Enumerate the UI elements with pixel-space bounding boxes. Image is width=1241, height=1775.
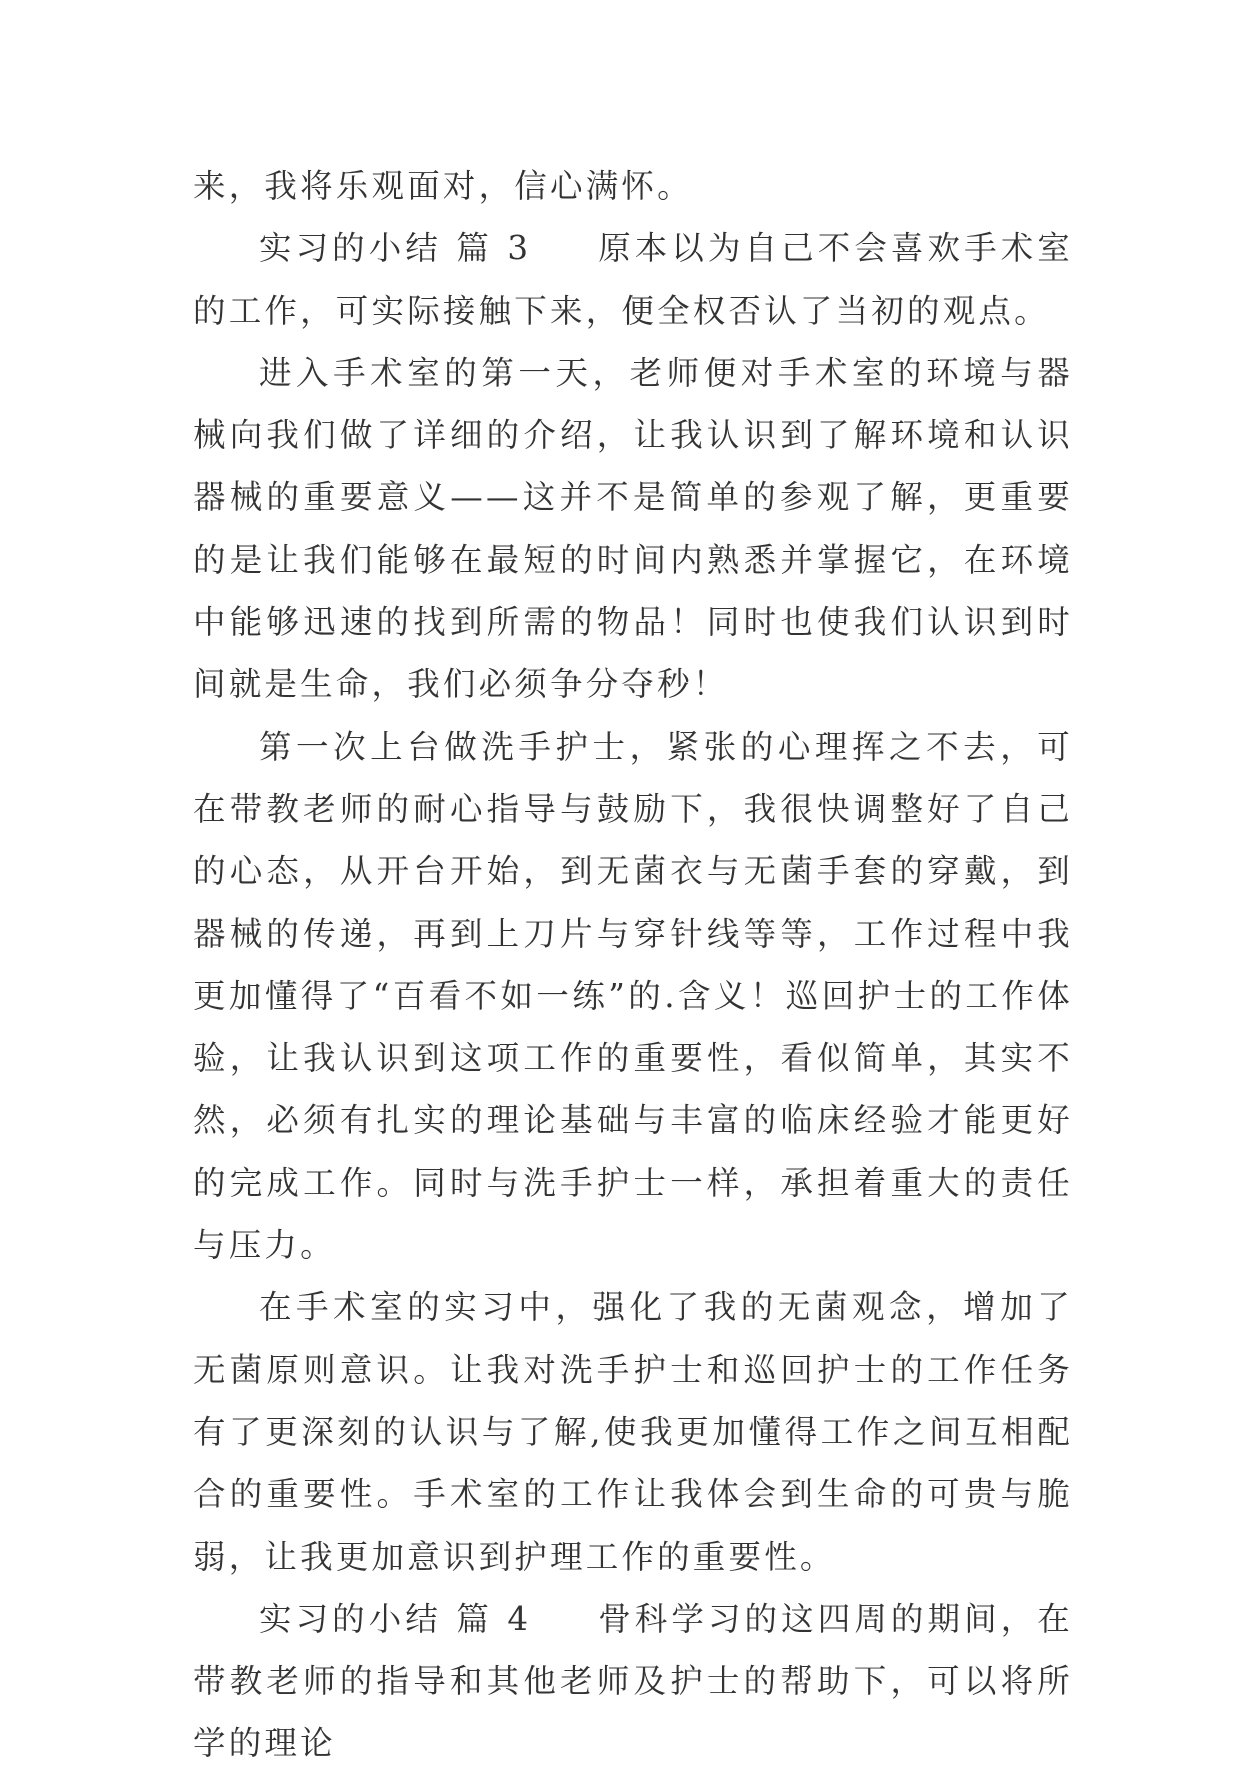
- paragraph-text: 原本以为自己不会喜欢手术室的工作，可实际接触下来，便全权否认了当初的观点。: [193, 229, 1074, 330]
- section-paragraph: [193, 217, 1073, 342]
- paragraph-text: 进入手术室的第一天，老师便对手术室的环境与器械向我们做了详细的介绍，让我认识到了解环境和认识器械的重要意义——这并不是简单的参观了解，更重要的是让我们能够在最短的时间内熟悉并掌握它，在环境中能够迅速的找到所需的物品！同时也使我们认识到时间就是生命，我们必须争分夺秒！: [193, 353, 1073, 704]
- paragraph-text: 第一次上台做洗手护士，紧张的心理挥之不去，可在带教老师的耐心指导与鼓励下，我很快调整好了自己的心态，从开台开始，到无菌衣与无菌手套的穿戴，到器械的传递，再到上刀片与穿针线等等，工作过程中我更加懂得了“百看不如一练”的.含义！巡回护士的工作体验，让我认识到这项工作的重要性，看似简单，其实不然，必须有扎实的理论基础与丰富的临床经验才能更好的完成工作。同时与洗手护士一样，承担着重大的责任与压力。: [193, 727, 1073, 1265]
- paragraph: [193, 716, 1073, 1277]
- document-page: [193, 155, 1073, 1775]
- section-heading: 实习的小结 篇 3: [259, 229, 532, 268]
- section-paragraph: [193, 1588, 1073, 1775]
- paragraph-text: 来，我将乐观面对，信心满怀。: [193, 167, 693, 205]
- paragraph-text: 骨科学习的这四周的期间，在带教老师的指导和其他老师及护士的帮助下，可以将所学的理论: [193, 1599, 1074, 1763]
- paragraph: [193, 342, 1073, 716]
- section-heading: 实习的小结 篇 4: [259, 1599, 532, 1638]
- paragraph-text: 在手术室的实习中，强化了我的无菌观念，增加了无菌原则意识。让我对洗手护士和巡回护士的工作任务有了更深刻的认识与了解,使我更加懂得工作之间互相配合的重要性。手术室的工作让我体会到生命的可贵与脆弱，让我更加意识到护理工作的重要性。: [193, 1288, 1073, 1576]
- paragraph: [193, 155, 1073, 217]
- paragraph: [193, 1276, 1073, 1587]
